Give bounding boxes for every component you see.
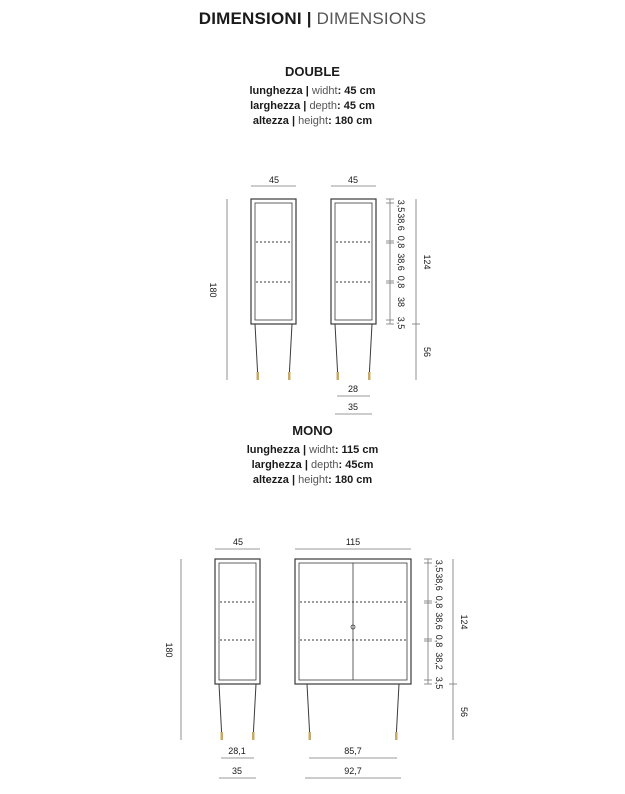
double-spec-depth: larghezza | depth: 45 cm [250, 100, 375, 112]
double-spec-height: altezza | height: 180 cm [252, 115, 373, 127]
mono-drawing [164, 537, 469, 778]
mono-leg-height-label: 56 [459, 706, 469, 718]
double-stack-label-5: 38 [396, 296, 406, 308]
mono-heading: MONO [292, 423, 333, 438]
double-stack-label-6: 3,5 [396, 316, 406, 330]
double-leg-height-label: 56 [422, 346, 432, 358]
double-heading: DOUBLE [285, 64, 340, 79]
mono-total-height-label: 180 [164, 642, 174, 658]
mono-spec-height: altezza | height: 180 cm [252, 474, 373, 486]
double-front-width-label: 45 [268, 175, 280, 185]
mono-stack-label-6: 3,5 [434, 676, 444, 690]
title-en: DIMENSIONS [316, 9, 427, 28]
title-separator: | [301, 9, 317, 28]
mono-stack-label-2: 0,8 [434, 595, 444, 609]
mono-side-cabinet [164, 537, 260, 778]
double-base-outer-label: 35 [347, 402, 359, 412]
double-stack-label-0: 3,5 [396, 199, 406, 213]
double-upper-height-label: 124 [422, 254, 432, 270]
mono-stack-label-3: 38,6 [434, 612, 444, 630]
mono-front-cabinet [295, 537, 469, 778]
double-stack-label-1: 38,6 [396, 213, 406, 231]
double-side-cabinet [331, 175, 432, 414]
mono-side-base-inner-label: 28,1 [228, 746, 246, 756]
mono-stack-label-4: 0,8 [434, 634, 444, 648]
title-it: DIMENSIONI [198, 9, 302, 28]
mono-front-base-inner-label: 85,7 [344, 746, 362, 756]
double-stack-label-4: 0,8 [396, 275, 406, 289]
double-front-cabinet [208, 175, 296, 380]
mono-stack-label-5: 38,2 [434, 652, 444, 670]
mono-front-base-outer-label: 92,7 [344, 766, 362, 776]
mono-front-width-label: 115 [345, 537, 361, 547]
mono-spec-depth: larghezza | depth: 45cm [251, 459, 374, 471]
double-stack-label-3: 38,6 [396, 253, 406, 271]
mono-side-width-label: 45 [232, 537, 244, 547]
mono-stack-label-0: 3,5 [434, 559, 444, 573]
mono-spec-length: lunghezza | widht: 115 cm [246, 444, 379, 456]
double-drawing [208, 175, 432, 414]
mono-stack-label-1: 38,6 [434, 573, 444, 591]
mono-upper-height-label: 124 [459, 614, 469, 630]
double-total-height-label: 180 [208, 282, 218, 298]
double-stack-label-2: 0,8 [396, 235, 406, 249]
double-base-inner-label: 28 [347, 384, 359, 394]
mono-side-base-outer-label: 35 [231, 766, 243, 776]
double-side-width-label: 45 [347, 175, 359, 185]
double-spec-length: lunghezza | widht: 45 cm [249, 85, 376, 97]
